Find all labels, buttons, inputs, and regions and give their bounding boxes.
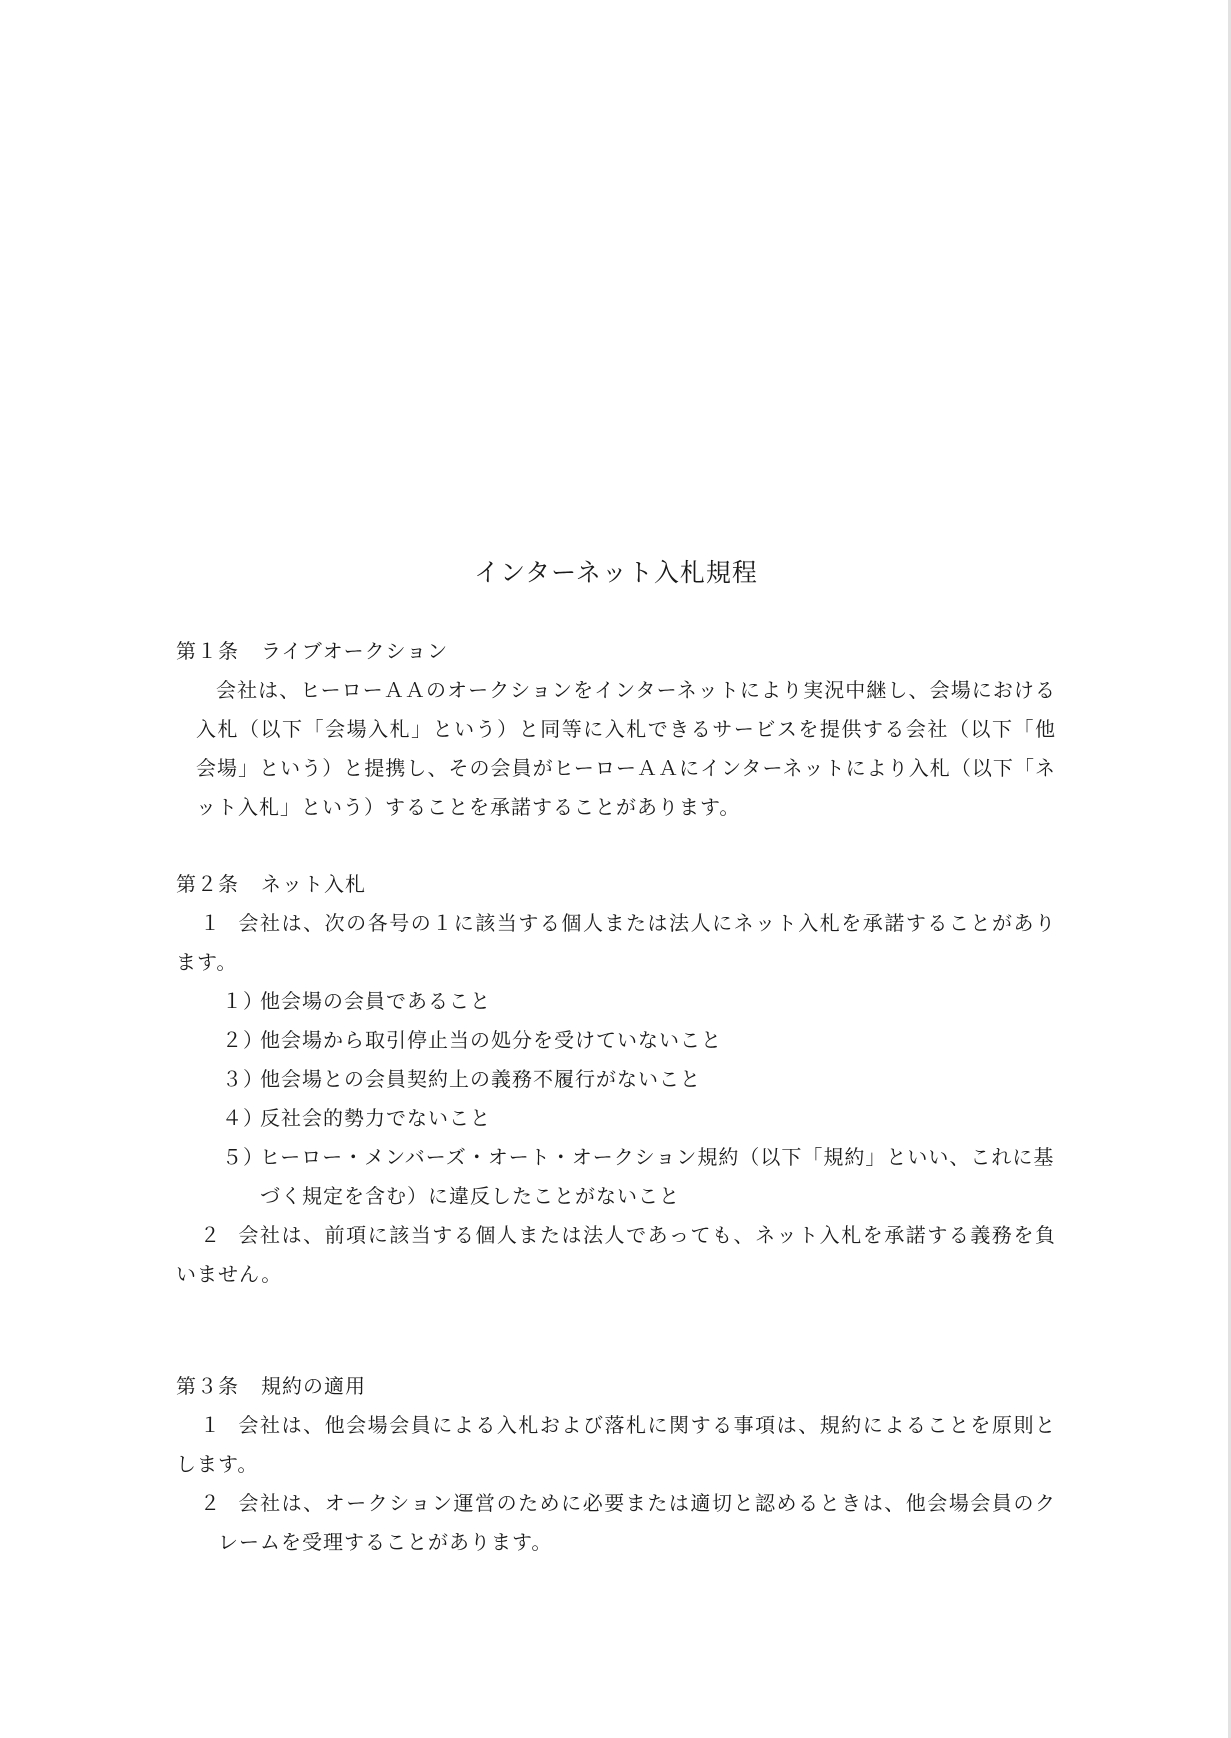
- article-title: ネット入札: [261, 872, 366, 896]
- item-number: ５）: [222, 1145, 264, 1169]
- paragraph-text: 会社は、次の各号の１に該当する個人または法人にネット入札を承諾することがあります。: [176, 911, 1056, 974]
- list-item: [176, 1099, 1056, 1138]
- item-text: 他会場から取引停止当の処分を受けていないこと: [260, 1028, 722, 1052]
- item-text: ヒーロー・メンバーズ・オート・オークション規約（以下「規約」といい、これに基づく規定を含む）に違反したことがないこと: [260, 1145, 1055, 1208]
- article-number: 第２条: [176, 872, 239, 896]
- article-1: [176, 632, 1056, 827]
- paragraph-number: ２: [200, 1223, 221, 1247]
- item-number: ２）: [222, 1028, 264, 1052]
- item-text: 反社会的勢力でないこと: [260, 1106, 491, 1130]
- list-item: [176, 1138, 1056, 1216]
- paragraph: [176, 904, 1056, 982]
- article-number: 第１条: [176, 639, 239, 663]
- document-title: インターネット入札規程: [474, 558, 758, 587]
- paragraph-number: １: [200, 911, 221, 935]
- item-number: ３）: [222, 1067, 264, 1091]
- paragraph-number: １: [200, 1413, 221, 1437]
- paragraph: [176, 1216, 1056, 1294]
- article-2: [176, 865, 1056, 1294]
- list-item: [176, 1021, 1056, 1060]
- article-body: 会社は、ヒーローＡＡのオークションをインターネットにより実況中継し、会場における入札（以下「会場入札」という）と同等に入札できるサービスを提供する会社（以下「他会場」という）と提携し、その会員がヒーローＡＡにインターネットにより入札（以下「ネット入札」という）することを承諾することがあります。: [196, 678, 1056, 819]
- paragraph-text: 会社は、前項に該当する個人または法人であっても、ネット入札を承諾する義務を負いません。: [176, 1223, 1056, 1286]
- article-heading: [176, 632, 1056, 671]
- paragraph-text: 会社は、他会場会員による入札および落札に関する事項は、規約によることを原則とします。: [176, 1413, 1056, 1476]
- item-number: １）: [222, 989, 264, 1013]
- article-heading: [176, 865, 1056, 904]
- article-3: [176, 1367, 1056, 1562]
- paragraph: [176, 1406, 1056, 1484]
- item-text: 他会場の会員であること: [260, 989, 491, 1013]
- paragraph-text: 会社は、オークション運営のために必要または適切と認めるときは、他会場会員のクレームを受理することがあります。: [218, 1491, 1056, 1554]
- item-number: ４）: [222, 1106, 264, 1130]
- item-text: 他会場との会員契約上の義務不履行がないこと: [260, 1067, 701, 1091]
- paragraph: [176, 1484, 1056, 1562]
- article-heading: [176, 1367, 1056, 1406]
- list-item: [176, 1060, 1056, 1099]
- list-item: [176, 982, 1056, 1021]
- item-list: [176, 982, 1056, 1216]
- article-title: 規約の適用: [261, 1374, 366, 1398]
- article-title: ライブオークション: [261, 639, 449, 663]
- article-number: 第３条: [176, 1374, 239, 1398]
- paragraph-number: ２: [200, 1491, 221, 1515]
